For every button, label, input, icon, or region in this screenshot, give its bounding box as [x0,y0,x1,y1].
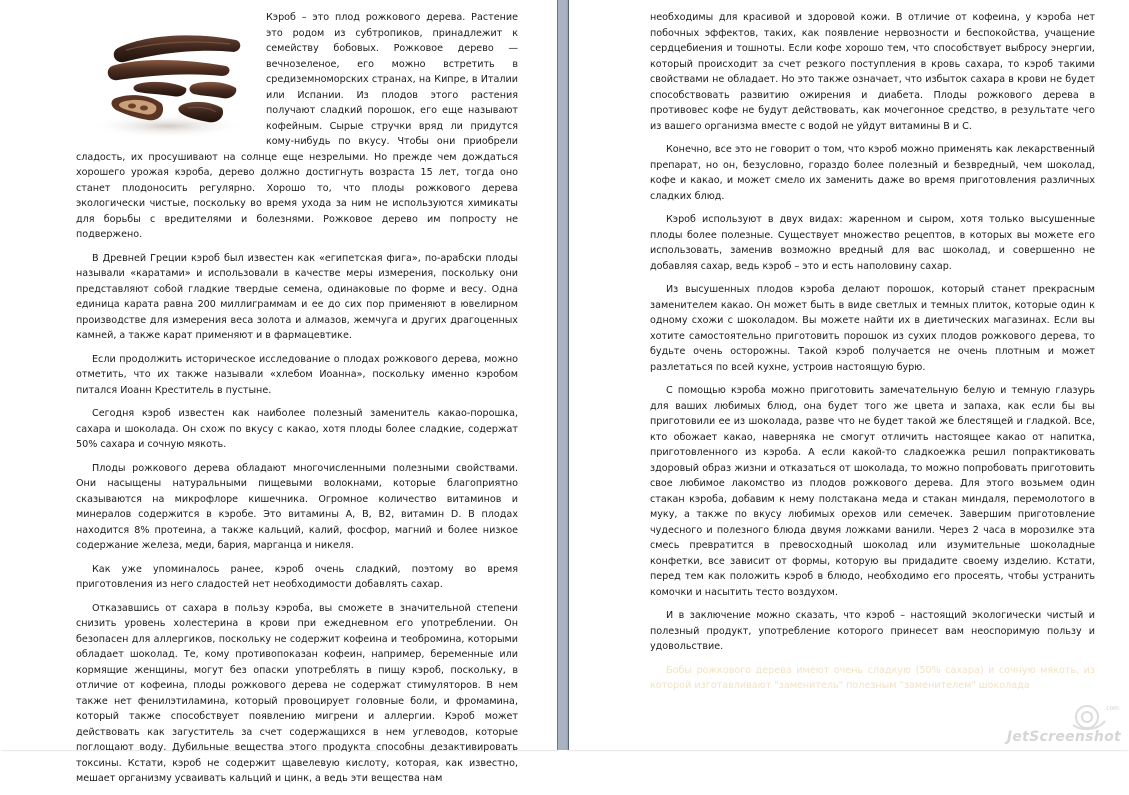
paragraph: С помощью кэроба можно приготовить замечательную белую и темную глазурь для ваших любимых блюд, она будет того же цвета и запаха, как если бы вы приготовили ее из шоколада, разве что не будет такой же блестящей и гладкой. Все, кто обожает какао, наверняка не смогут отличить настоящее какао от напитка, приготовленного из кэроба. А если какой-то сладкоежка решил попрактиковать здоровый образ жизни и отказаться от шоколада, то можно попробовать приготовить свое любимое лакомство из плодов рожкового дерева. Для этого возьмем один стакан кэроба, добавим к нему полстакана меда и стакан миндаля, перемолотого в муку, а также по вкусу любимых орехов или семечек. Завершим приготовление чудесного и полезного блюда двумя ложками ванили. Через 2 часа в морозилке эта смесь превратится в превосходный шоколад или изумительные шоколадные конфетки, все зависит от формы, которую вы придадите своему изделию. Кстати, перед тем как положить кэроб в блюдо, необходимо его просеять, чтобы устранить комочки и насытить тесто воздухом. [650,385,1095,598]
paragraph: Конечно, все это не говорит о том, что кэроб можно применять как лекарственный препарат, но он, безусловно, гораздо более полезный и безвредный, чем шоколад, кофе и какао, и может смело их заменить даже во время приготовления различных сладких блюд. [650,144,1095,202]
left-page [0,0,557,784]
paragraph: И в заключение можно сказать, что кэроб – настоящий экологически чистый и полезный продукт, употребление которого принесет вам неоспоримую пользу и удовольствие. [650,610,1095,652]
paragraph: Отказавшись от сахара в пользу кэроба, вы сможете в значительной степени снизить уровень холестерина в крови при ежедневном его употреблении. Он безопасен для аллергиков, поскольку не содержит кофеина и теобромина, которыми обладает шоколад. Те, кому противопоказан кофеин, например, беременные или кормящие женщины, могут без опаски употреблять в пищу кэроб, поскольку, в отличие от кофеина, плоды рожкового дерева не содержат стимуляторов. В нем также нет фенилэтиламина, который провоцирует головные боли, и фромамина, который также способствует появлению мигрени и аллергии. Кэроб может действовать как загуститель за счет содержащихся в нем углеводов, которые поглощают воду. Дубильные вещества этого продукта способны дезактивировать токсины. Кстати, кэроб не содержит щавелевую кислоту, которая, как известно, мешает организму усваивать кальций и цинк, а ведь эти вещества нам [76,602,518,784]
watermark-camera-icon [1067,703,1107,731]
watermark [1006,703,1121,747]
paragraph: В Древней Греции кэроб был известен как «египетская фига», по-арабски плоды называли «каратами» и использовали в качестве меры измерения, поскольку они представляют собой гладкие твердые семена, одинаковые по форме и весу. Одна единица карата равна 200 миллиграммам и ее до сих пор применяют в ювелирном производстве для измерения веса золота и алмазов, жемчуга и других драгоценных камней, а также карат применяют и в фармацевтике. [76,252,518,341]
watermark-text: JetScreenshot [1006,729,1121,745]
paragraph: Как уже упоминалось ранее, кэроб очень сладкий, поэтому во время приготовления из него сладостей нет необходимости добавлять сахар. [76,563,518,590]
paragraph: Кэроб – это плод рожкового дерева. Растение это родом из субтропиков, принадлежит к семейству бобовых. Рожковое дерево — вечнозеленое, его можно встретить в средиземноморских странах, на Кипре, в Италии или Испании. Из плодов этого растения получают сладкий порошок, его еще называют кофейным. Сырые стручки вряд ли придутся кому-нибудь по вкусу. Чтобы они приобрели сладость, их просушивают на солнце еще незрелыми. Но прежде чем дождаться хорошего урожая кэроба, дерево должно достигнуть возраста 15 лет, тогда оно станет плодоносить регулярно. Хорошо то, что плоды рожкового дерева экологически чистые, поскольку во время ухода за ним не используются химикаты для борьбы с вредителями и болезнями. Рожковое дерево им попросту не подвержено. [76,12,518,240]
paragraph: Если продолжить историческое исследование о плодах рожкового дерева, можно отметить, что их также называли «хлебом Иоанна», поскольку именно кэробом питался Иоанн Креститель в пустыне. [76,353,518,396]
left-page-text [76,10,518,795]
paragraph: Из высушенных плодов кэроба делают порошок, который станет прекрасным заменителем какао. Он может быть в виде светлых и темных плиток, которые один к одному схожи с шоколадом. Вы можете найти их в диетических магазинах. Если вы хотите самостоятельно приготовить порошок из сухих плодов рожкового дерева, то будьте очень осторожны. Такой кэроб получается не очень плотным и может разлетаться по всей кухне, устроив настоящую бурю. [650,284,1095,373]
right-page [569,0,1129,750]
page-gap [557,0,569,750]
carob-pods-image [76,14,256,142]
paragraph: необходимы для красивой и здоровой кожи. В отличие от кофеина, у кэроба нет побочных эффектов, таких, как появление нервозности и беспокойства, учащение сердцебиения и тошноты. Если кофе хорошо тем, что способствует выбросу энергии, который происходит за счет резкого поступления в кровь сахара, то кэроб такими свойствами не обладает. Но это также означает, что избыток сахара в крови не будет способствовать развитию ожирения и диабета. Плоды рожкового дерева в противовес кофе не будут действовать, как мочегонное средство, в результате чего из вашего организма вместе с водой не уйдут витамины B и C. [650,12,1095,132]
watermark-suffix: .com [1104,705,1119,712]
paragraph: Сегодня кэроб известен как наиболее полезный заменитель какао-порошка, сахара и шоколада. Он схож по вкусу с какао, хотя плоды более сладкие, содержат 50% сахара и сочную мякоть. [76,408,518,450]
faded-paragraph: Бобы рожкового дерева имеют очень сладкую (50% сахара) и сочную мякоть, из которой изготавливают "заменитель" полезным "заменителем" шоколада [650,664,1095,691]
paragraph: Плоды рожкового дерева обладают многочисленными полезными свойствами. Они насыщены натуральными пищевыми волокнами, которые благоприятно сказываются на микрофлоре кишечника. Огромное количество витаминов и минералов содержится в кэробе. Это витамины A, B, B2, витамин D. В плодах находится 8% протеина, а также кальций, калий, фосфор, магний и более низкое содержание железа, меди, бария, марганца и никеля. [76,462,518,551]
right-page-text [650,10,1095,702]
paragraph: Кэроб используют в двух видах: жаренном и сыром, хотя только высушенные плоды более полезные. Существует множество рецептов, в которых вы можете его использовать, заменив возможно вредный для вас шоколад, и совершенно не добавляя сахар, ведь кэроб – это и есть наполовину сахар. [650,214,1095,272]
